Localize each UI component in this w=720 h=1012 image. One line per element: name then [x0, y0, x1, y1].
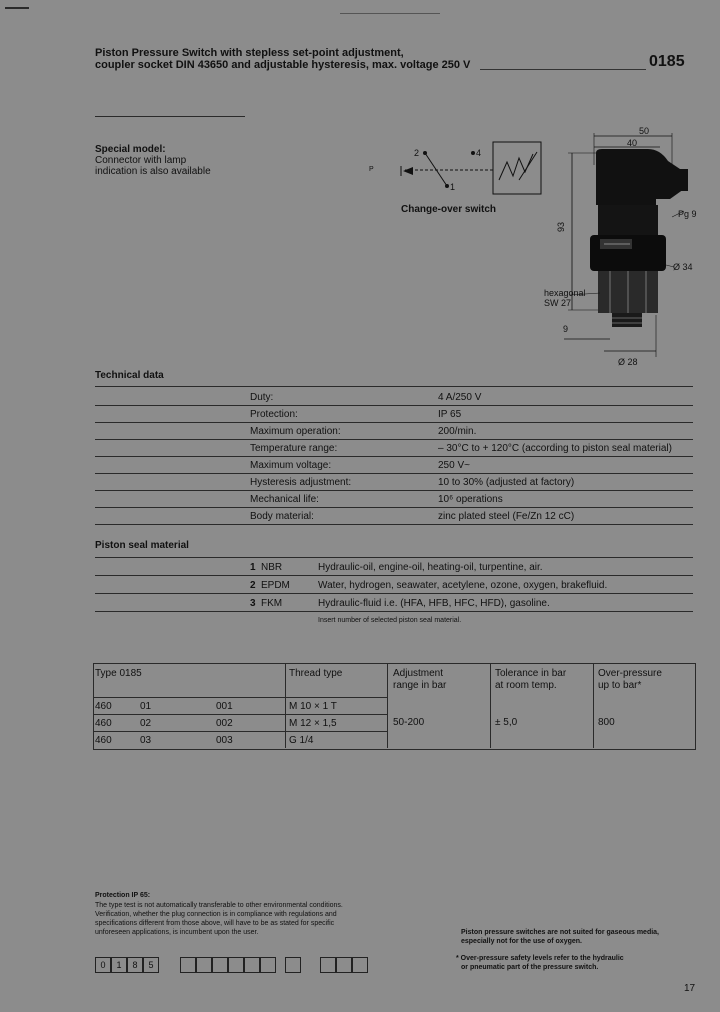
- dim-93: 93: [556, 221, 567, 233]
- tech-value-protection: IP 65: [438, 409, 462, 420]
- tech-label-max-voltage: Maximum voltage:: [250, 460, 332, 471]
- order-code-empty[interactable]: [180, 957, 196, 973]
- dim-40: 40: [627, 138, 638, 148]
- seal-number-2: 2: [250, 580, 256, 591]
- table-rule: [93, 697, 387, 698]
- corner-mark: [5, 7, 29, 9]
- seal-name-fkm: FKM: [261, 598, 283, 609]
- seal-rule: [95, 593, 693, 594]
- header-type: Type 0185: [95, 668, 142, 679]
- order-code-digit: 0: [95, 957, 111, 973]
- row3-thread: G 1/4: [289, 735, 314, 746]
- row2-thread: M 12 × 1,5: [289, 718, 337, 729]
- row1-c2: 01: [140, 701, 152, 712]
- terminal-1-label: 1: [450, 182, 456, 192]
- order-code-empty[interactable]: [212, 957, 228, 973]
- seal-desc-fkm: Hydraulic-fluid i.e. (HFA, HFB, HFC, HFD), gasoline.: [318, 598, 550, 609]
- tech-rule: [95, 507, 693, 508]
- order-code-empty[interactable]: [352, 957, 368, 973]
- technical-data-heading: Technical data: [95, 370, 164, 381]
- tech-label-hysteresis: Hysteresis adjustment:: [250, 477, 352, 488]
- header-thread: Thread type: [289, 668, 343, 679]
- header-overpressure-1: Over-pressure: [598, 668, 662, 679]
- tech-value-body-material: zinc plated steel (Fe/Zn 12 cC): [438, 511, 575, 522]
- table-rule: [93, 714, 387, 715]
- tech-value-max-voltage: 250 V~: [438, 460, 470, 471]
- table-vline: [490, 663, 491, 748]
- tech-rule: [95, 422, 693, 423]
- top-mark: [340, 13, 440, 14]
- row2-c1: 460: [95, 718, 112, 729]
- header-title-line2: coupler socket DIN 43650 and adjustable hysteresis, max. voltage 250 V: [95, 59, 471, 71]
- warning-1-line2: especially not for the use of oxygen.: [461, 938, 582, 945]
- piston-seal-heading: Piston seal material: [95, 540, 189, 551]
- table-vline: [387, 663, 388, 748]
- tech-label-mechanical-life: Mechanical life:: [250, 494, 319, 505]
- order-code-empty[interactable]: [320, 957, 336, 973]
- dim-9: 9: [563, 324, 569, 334]
- header-adjustment-1: Adjustment: [393, 668, 444, 679]
- row2-c2: 02: [140, 718, 152, 729]
- tech-label-body-material: Body material:: [250, 511, 314, 522]
- header-leader: [480, 69, 646, 70]
- pressure-label: P: [369, 166, 374, 173]
- row3-c3: 003: [216, 735, 233, 746]
- seal-note: Insert number of selected piston seal material.: [318, 617, 462, 624]
- seal-desc-nbr: Hydraulic-oil, engine-oil, heating-oil, turpentine, air.: [318, 562, 543, 573]
- switch-caption: Change-over switch: [401, 204, 497, 215]
- protection-note-line3: specifications different from those above, will have to be as stated for specific: [95, 920, 335, 927]
- warning-2-line2: or pneumatic part of the pressure switch.: [461, 964, 599, 971]
- order-code-digit: 8: [127, 957, 143, 973]
- seal-number-1: 1: [250, 562, 256, 573]
- seal-rule: [95, 611, 693, 612]
- protection-note-line4: unforeseen applications, is incumbent upon the user.: [95, 929, 259, 936]
- special-model-heading: Special model:: [95, 144, 166, 155]
- tech-value-max-operation: 200/min.: [438, 426, 477, 437]
- hexagonal-label: hexagonal: [544, 288, 586, 298]
- special-model-line1: Connector with lamp: [95, 155, 187, 166]
- seal-rule-top: [95, 557, 693, 558]
- table-rule: [93, 731, 387, 732]
- tolerance-value: ± 5,0: [495, 717, 518, 728]
- row3-c2: 03: [140, 735, 152, 746]
- tech-rule: [95, 439, 693, 440]
- header-rule: [95, 116, 245, 117]
- row2-c3: 002: [216, 718, 233, 729]
- tech-label-protection: Protection:: [250, 409, 298, 420]
- pressure-switch-drawing: [560, 125, 710, 370]
- protection-note-line2: Verification, whether the plug connection is in compliance with regulations and: [95, 911, 337, 918]
- special-model-line2: indication is also available: [95, 166, 211, 177]
- product-number: 0185: [649, 53, 685, 70]
- seal-name-epdm: EPDM: [261, 580, 290, 591]
- row1-c1: 460: [95, 701, 112, 712]
- order-code-empty[interactable]: [244, 957, 260, 973]
- adjustment-range: 50-200: [393, 717, 425, 728]
- tech-value-hysteresis: 10 to 30% (adjusted at factory): [438, 477, 575, 488]
- header-tolerance-2: at room temp.: [495, 680, 557, 691]
- order-code-empty[interactable]: [228, 957, 244, 973]
- order-code-digit: 1: [111, 957, 127, 973]
- order-code-digit: 5: [143, 957, 159, 973]
- tech-label-duty: Duty:: [250, 392, 274, 403]
- row1-c3: 001: [216, 701, 233, 712]
- tech-rule: [95, 473, 693, 474]
- seal-rule: [95, 575, 693, 576]
- warning-2-line1: * Over-pressure safety levels refer to the hydraulic: [456, 955, 624, 962]
- tech-value-temperature: – 30°C to + 120°C (according to piston seal material): [438, 443, 672, 454]
- table-vline: [285, 663, 286, 748]
- dia34-label: Ø 34: [673, 262, 693, 272]
- sw27-label: SW 27: [544, 298, 572, 308]
- dim-50: 50: [639, 126, 650, 136]
- seal-number-3: 3: [250, 598, 256, 609]
- protection-note-line1: The type test is not automatically transferable to other environmental conditions.: [95, 902, 343, 909]
- order-code-empty[interactable]: [260, 957, 276, 973]
- dia28-label: Ø 28: [618, 357, 638, 367]
- page-number: 17: [684, 983, 696, 994]
- header-overpressure-2: up to bar*: [598, 680, 642, 691]
- pg9-label: Pg 9: [678, 209, 697, 219]
- tech-rule: [95, 490, 693, 491]
- tech-value-mechanical-life: 10⁶ operations: [438, 494, 503, 505]
- tech-rule: [95, 405, 693, 406]
- tech-value-duty: 4 A/250 V: [438, 392, 482, 403]
- tech-rule: [95, 456, 693, 457]
- order-code-empty[interactable]: [336, 957, 352, 973]
- tech-rule-top: [95, 386, 693, 387]
- order-code-empty[interactable]: [196, 957, 212, 973]
- seal-name-nbr: NBR: [261, 562, 283, 573]
- warning-1-line1: Piston pressure switches are not suited for gaseous media,: [461, 929, 660, 936]
- header-adjustment-2: range in bar: [393, 680, 447, 691]
- table-vline: [593, 663, 594, 748]
- protection-note-heading: Protection IP 65:: [95, 892, 151, 899]
- row1-thread: M 10 × 1 T: [289, 701, 337, 712]
- tech-label-max-operation: Maximum operation:: [250, 426, 341, 437]
- overpressure-value: 800: [598, 717, 615, 728]
- terminal-4-label: 4: [476, 148, 482, 158]
- tech-rule: [95, 524, 693, 525]
- header-title-line1: Piston Pressure Switch with stepless set-point adjustment,: [95, 47, 404, 59]
- tech-label-temperature: Temperature range:: [250, 443, 338, 454]
- terminal-2-label: 2: [414, 148, 420, 158]
- header-tolerance-1: Tolerance in bar: [495, 668, 567, 679]
- row3-c1: 460: [95, 735, 112, 746]
- order-code-empty[interactable]: [285, 957, 301, 973]
- seal-desc-epdm: Water, hydrogen, seawater, acetylene, ozone, oxygen, brakefluid.: [318, 580, 608, 591]
